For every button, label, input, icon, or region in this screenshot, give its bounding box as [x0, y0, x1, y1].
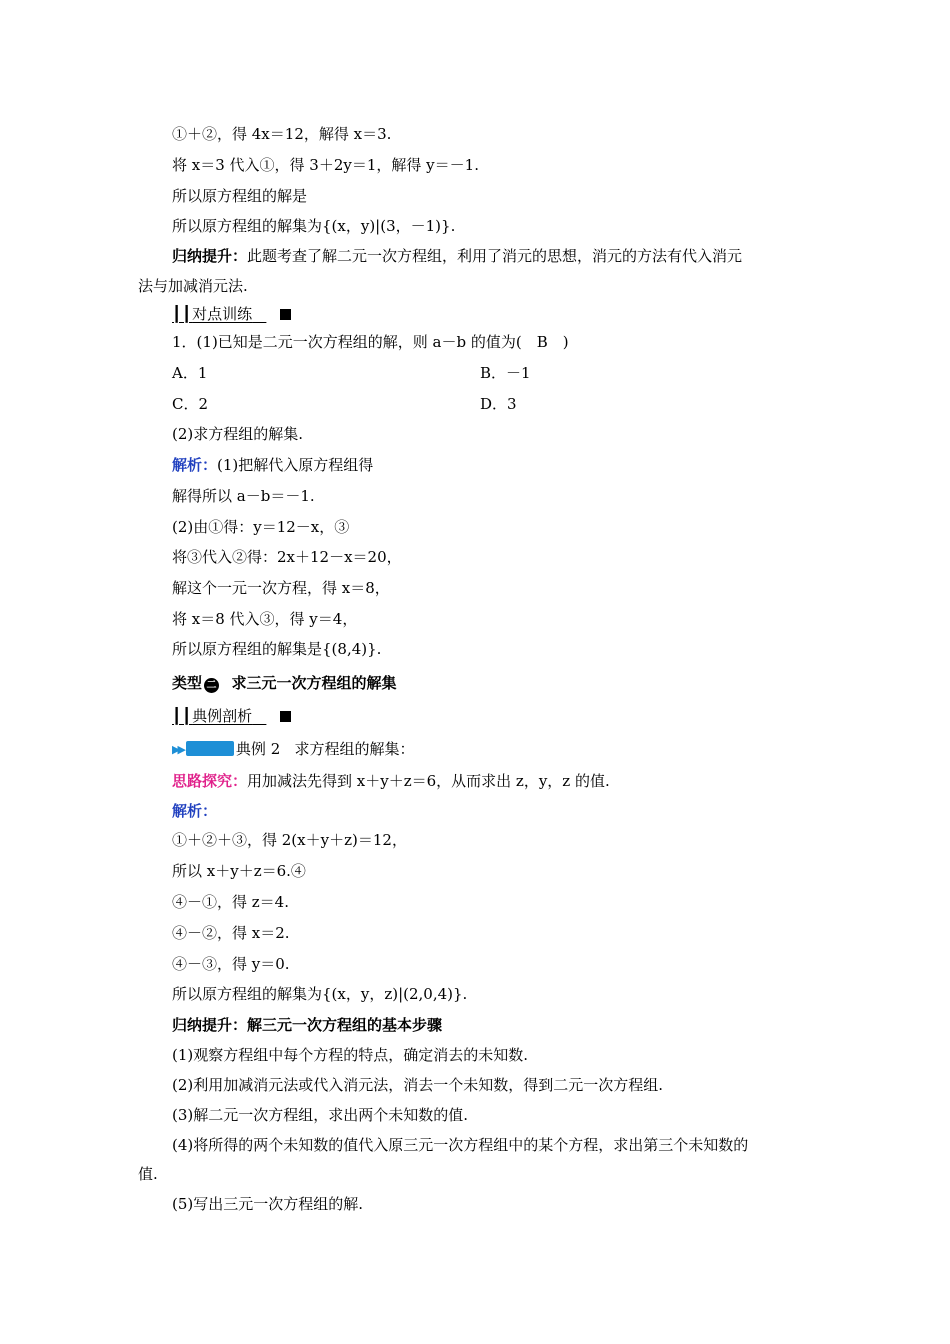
- solution-line: ①＋②＋③，得 2(x＋y＋z)＝12，: [172, 831, 407, 849]
- solution-label: 解析：: [172, 456, 218, 474]
- text-line: ①＋②，得 4x＝12，解得 x＝3.: [172, 125, 392, 143]
- solution-first-line: [172, 455, 373, 475]
- solution-line: ④－②，得 x＝2.: [172, 924, 290, 942]
- type-heading: [172, 673, 396, 693]
- summary-continuation: 法与加减消元法.: [138, 277, 248, 295]
- square-icon: [280, 309, 291, 320]
- summary-label: 归纳提升：: [172, 247, 248, 265]
- bar-icon: ┃┃: [172, 707, 193, 725]
- solution-label: 解析：: [172, 802, 218, 820]
- type-title: 求三元一次方程组的解集: [231, 674, 397, 692]
- example-badge: [186, 741, 234, 756]
- type-number-badge: 二: [204, 678, 219, 693]
- summary2-heading: 归纳提升：解三元一次方程组的基本步骤: [172, 1016, 443, 1034]
- type-prefix: 类型: [172, 674, 203, 692]
- idea-line: [172, 771, 610, 791]
- solution-line: 将③代入②得：2x＋12－x＝20，: [172, 548, 402, 566]
- solution2-label-line: [172, 801, 217, 821]
- bar-icon: ┃┃: [172, 305, 193, 323]
- double-arrow-icon: ▶▶: [172, 743, 183, 756]
- example-header-title: 典例剖析: [192, 707, 253, 725]
- solution-line: 将 x＝8 代入③，得 y＝4，: [172, 610, 358, 628]
- step-line: (3)解二元一次方程组，求出两个未知数的值.: [172, 1106, 469, 1124]
- question-stem: 1．(1)已知是二元一次方程组的解，则 a－b 的值为( B ): [172, 333, 569, 351]
- step-line: (2)利用加减消元法或代入消元法，消去一个未知数，得到二元一次方程组.: [172, 1076, 664, 1094]
- option-c: C．2: [172, 395, 209, 413]
- example-header: [172, 706, 291, 726]
- option-a: A．1: [172, 364, 208, 382]
- solution-line: 解得所以 a－b＝－1.: [172, 487, 315, 505]
- text-line: 所以原方程组的解是: [172, 187, 308, 205]
- step-line: (4)将所得的两个未知数的值代入原三元一次方程组中的某个方程，求出第三个未知数的: [172, 1136, 749, 1154]
- solution-line: 所以原方程组的解集为{(x，y，z)|(2,0,4)}.: [172, 985, 468, 1003]
- solution-text: (1)把解代入原方程组得: [217, 456, 374, 474]
- example-line: [172, 739, 415, 760]
- summary-text: 此题考查了解二元一次方程组，利用了消元的思想，消元的方法有代入消元: [247, 247, 743, 265]
- text-line: 将 x＝3 代入①，得 3＋2y＝1，解得 y＝－1.: [172, 156, 479, 174]
- square-icon: [280, 711, 291, 722]
- practice-header: [172, 304, 291, 324]
- solution-line: ④－③，得 y＝0.: [172, 955, 290, 973]
- option-b: B．－1: [480, 364, 531, 382]
- practice-title: 对点训练: [192, 305, 253, 323]
- text-line: 所以原方程组的解集为{(x，y)|(3，－1)}.: [172, 217, 456, 235]
- summary-paragraph: [172, 246, 742, 266]
- solution-line: 所以原方程组的解集是{(8,4)}.: [172, 640, 382, 658]
- example-label: 典例 2: [235, 740, 281, 758]
- solution-line: ④－①，得 z＝4.: [172, 893, 289, 911]
- example-text: 求方程组的解集：: [294, 740, 415, 758]
- solution-line: 解这个一元一次方程，得 x＝8，: [172, 579, 390, 597]
- idea-label: 思路探究：: [172, 772, 248, 790]
- solution-line: (2)由①得：y＝12－x，③: [172, 518, 350, 536]
- question-part2: (2)求方程组的解集.: [172, 425, 304, 443]
- step-line: (1)观察方程组中每个方程的特点，确定消去的未知数.: [172, 1046, 529, 1064]
- solution-line: 所以 x＋y＋z＝6.④: [172, 862, 306, 880]
- step-line: (5)写出三元一次方程组的解.: [172, 1195, 364, 1213]
- idea-text: 用加减法先得到 x＋y＋z＝6，从而求出 z，y，z 的值.: [247, 772, 610, 790]
- option-d: D．3: [480, 395, 517, 413]
- step-continuation: 值.: [138, 1165, 158, 1183]
